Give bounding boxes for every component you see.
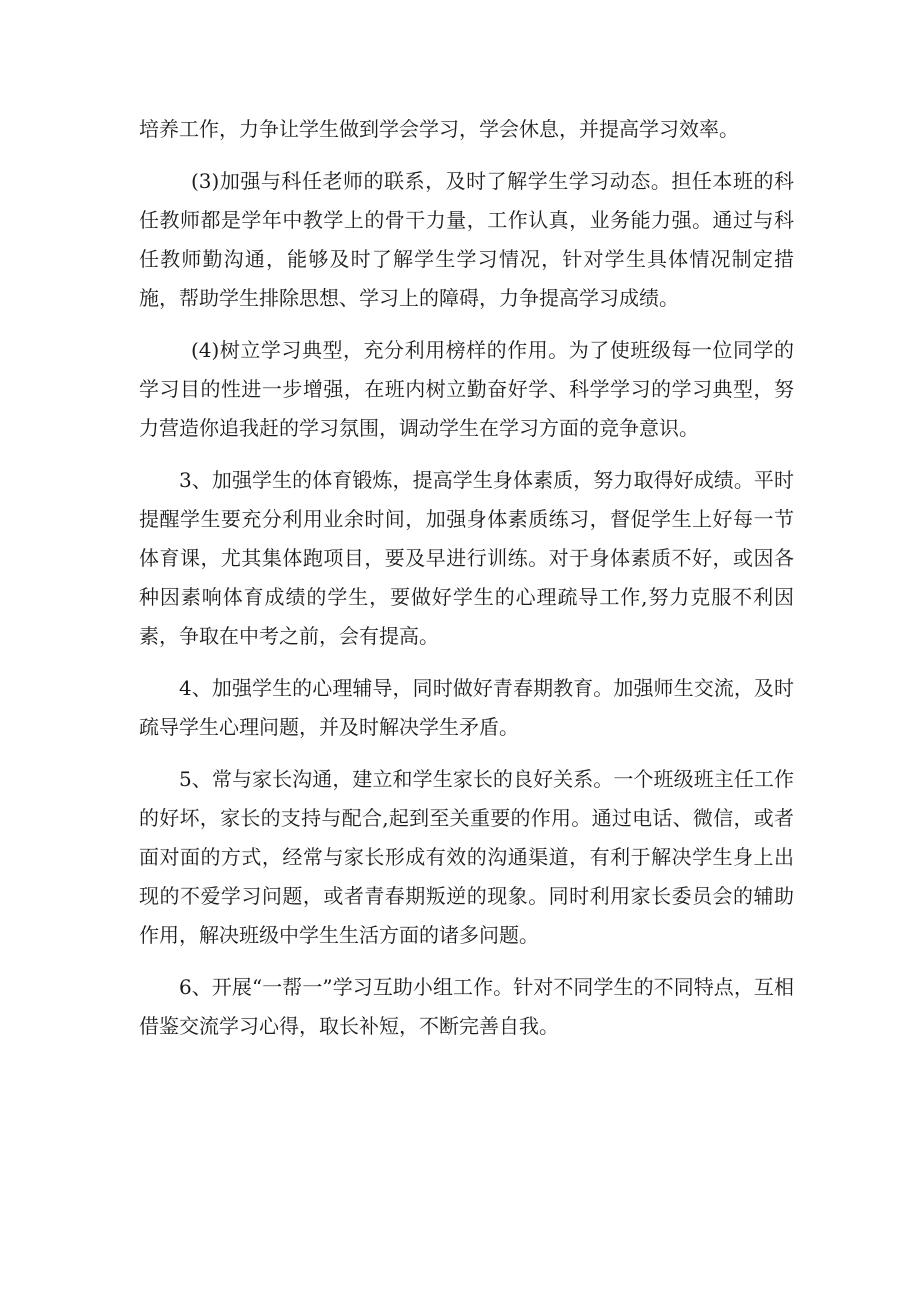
document-body	[139, 110, 794, 1059]
paragraph-continuation: 培养工作，力争让学生做到学会学习，学会休息，并提高学习效率。	[139, 117, 739, 141]
paragraph-section-5: 5、常与家长沟通，建立和学生家长的良好关系。一个班级班主任工作的好坏，家长的支持与配合,起到至关重要的作用。通过电话、微信，或者面对面的方式，经常与家长形成有效的沟通渠道，有利于解决学生身上出现的不爱学习问题，或者青春期叛逆的现象。同时利用家长委员会的辅助作用，解决班级中学生生活方面的诸多问题。	[139, 767, 794, 947]
paragraph-section-6: 6、开展“一帮一”学习互助小组工作。针对不同学生的不同特点，互相借鉴交流学习心得，取长补短，不断完善自我。	[139, 975, 794, 1038]
paragraph-item-4: (4)树立学习典型，充分利用榜样的作用。为了使班级每一位同学的学习目的性进一步增强，在班内树立勤奋好学、科学学习的学习典型，努力营造你追我赶的学习氛围，调动学生在学习方面的竞争意识。	[139, 338, 794, 440]
paragraph-section-4: 4、加强学生的心理辅导，同时做好青春期教育。加强师生交流，及时疏导学生心理问题，并及时解决学生矛盾。	[139, 676, 794, 739]
paragraph-item-3: (3)加强与科任老师的联系，及时了解学生学习动态。担任本班的科任教师都是学年中教学上的骨干力量，工作认真，业务能力强。通过与科任教师勤沟通，能够及时了解学生学习情况，针对学生具体情况制定措施，帮助学生排除思想、学习上的障碍，力争提高学习成绩。	[139, 169, 794, 310]
paragraph-section-3: 3、加强学生的体育锻炼，提高学生身体素质，努力取得好成绩。平时提醒学生要充分利用业余时间，加强身体素质练习，督促学生上好每一节体育课，尤其集体跑项目，要及早进行训练。对于身体素质不好，或因各种因素响体育成绩的学生，要做好学生的心理疏导工作,努力克服不利因素，争取在中考之前，会有提高。	[139, 468, 794, 648]
